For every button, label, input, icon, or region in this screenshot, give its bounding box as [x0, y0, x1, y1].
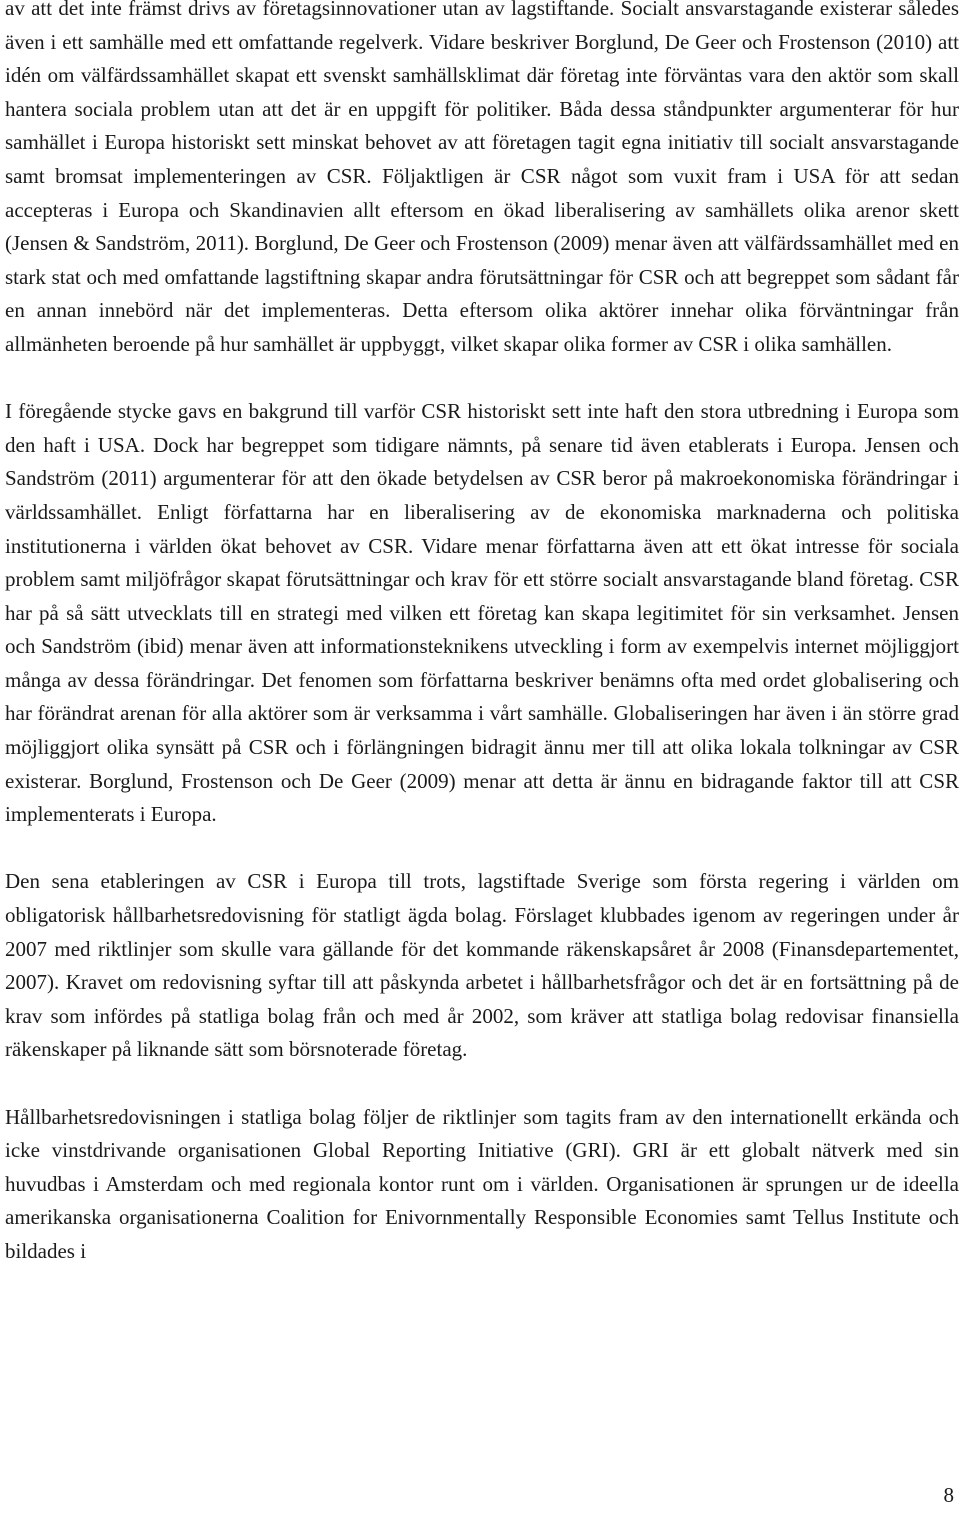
paragraph-4: Hållbarhetsredovisningen i statliga bolag följer de riktlinjer som tagits fram av den internationellt erkända och icke vinstdrivande organisationen Global Reporting Initiative (GRI). GRI är ett globalt nätverk med sin huvudbas i Amsterdam och med regionala kontor runt om i världen. Organisationen är sprungen ur de ideella amerikanska organisationerna Coalition for Enivornmentally Responsible Economies samt Tellus Institute och bildades i: [5, 1104, 959, 1263]
document-page: [5, 0, 959, 1269]
paragraph-3: Den sena etableringen av CSR i Europa till trots, lagstiftade Sverige som första regering i världen om obligatorisk hållbarhetsredovisning för statligt ägda bolag. Förslaget klubbades igenom av regeringen under år 2007 med riktlinjer som skulle vara gällande för det kommande räkenskapsåret år 2008 (Finansdepartementet, 2007). Kravet om redovisning syftar till att påskynda arbetet i hållbarhetsfrågor och det är en fortsättning på de krav som infördes på statliga bolag från och med år 2002, som kräver att statliga bolag redovisar finansiella räkenskaper på liknande sätt som börsnoterade företag.: [5, 869, 959, 1062]
paragraph-2: I föregående stycke gavs en bakgrund till varför CSR historiskt sett inte haft den stora utbredning i Europa som den haft i USA. Dock har begreppet som tidigare nämnts, på senare tid även etablerats i Europa. Jensen och Sandström (2011) argumenterar för att den ökade betydelsen av CSR beror på makroekonomiska förändringar i världssamhället. Enligt författarna har en liberalisering av de ekonomiska marknaderna och politiska institutionerna i världen ökat behovet av CSR. Vidare menar författarna även att ett ökat intresse för sociala problem samt miljöfrågor skapat förutsättningar och krav för ett större socialt ansvarstagande bland företag. CSR har på så sätt utvecklats till en strategi med vilken ett företag kan skapa legitimitet för sin verksamhet. Jensen och Sandström (ibid) menar även att informationsteknikens utveckling i form av exempelvis internet möjliggjort många av dessa förändringar. Det fenomen som författarna beskriver benämns ofta med ordet globalisering och har förändrat arenan för alla aktörer som är verksamma i vårt samhälle. Globaliseringen har även i än större grad möjliggjort olika synsätt på CSR och i förlängningen bidragit ännu mer till att olika lokala tolkningar av CSR existerar. Borglund, Frostenson och De Geer (2009) menar att detta är ännu en bidragande faktor till att CSR implementerats i Europa.: [5, 399, 959, 827]
page-number: 8: [943, 1483, 954, 1507]
paragraph-1: av att det inte främst drivs av företagsinnovationer utan av lagstiftande. Socialt ansvarstagande existerar således även i ett samhälle med ett omfattande regelverk. Vidare beskriver Borglund, De Geer och Frostenson (2010) att idén om välfärdssamhället skapat ett svenskt samhällsklimat där företag inte förväntas vara den aktör som skall hantera sociala problem utan att det är en uppgift för politiker. Båda dessa ståndpunkter argumenterar för hur samhället i Europa historiskt sett minskat behovet av att företagen tagit egna initiativ till socialt ansvarstagande samt bromsat implementeringen av CSR. Följaktligen är CSR något som vuxit fram i USA för att sedan accepteras i Europa och Skandinavien allt eftersom en ökad liberalisering av samhällets olika arenor skett (Jensen & Sandström, 2011). Borglund, De Geer och Frostenson (2009) menar även att välfärdssamhället med en stark stat och med omfattande lagstiftning skapar andra förutsättningar för CSR och att begreppet som sådant får en annan innebörd när det implementeras. Detta eftersom olika aktörer innehar olika förväntningar från allmänheten beroende på hur samhället är uppbyggt, vilket skapar olika former av CSR i olika samhällen.: [5, 0, 959, 356]
